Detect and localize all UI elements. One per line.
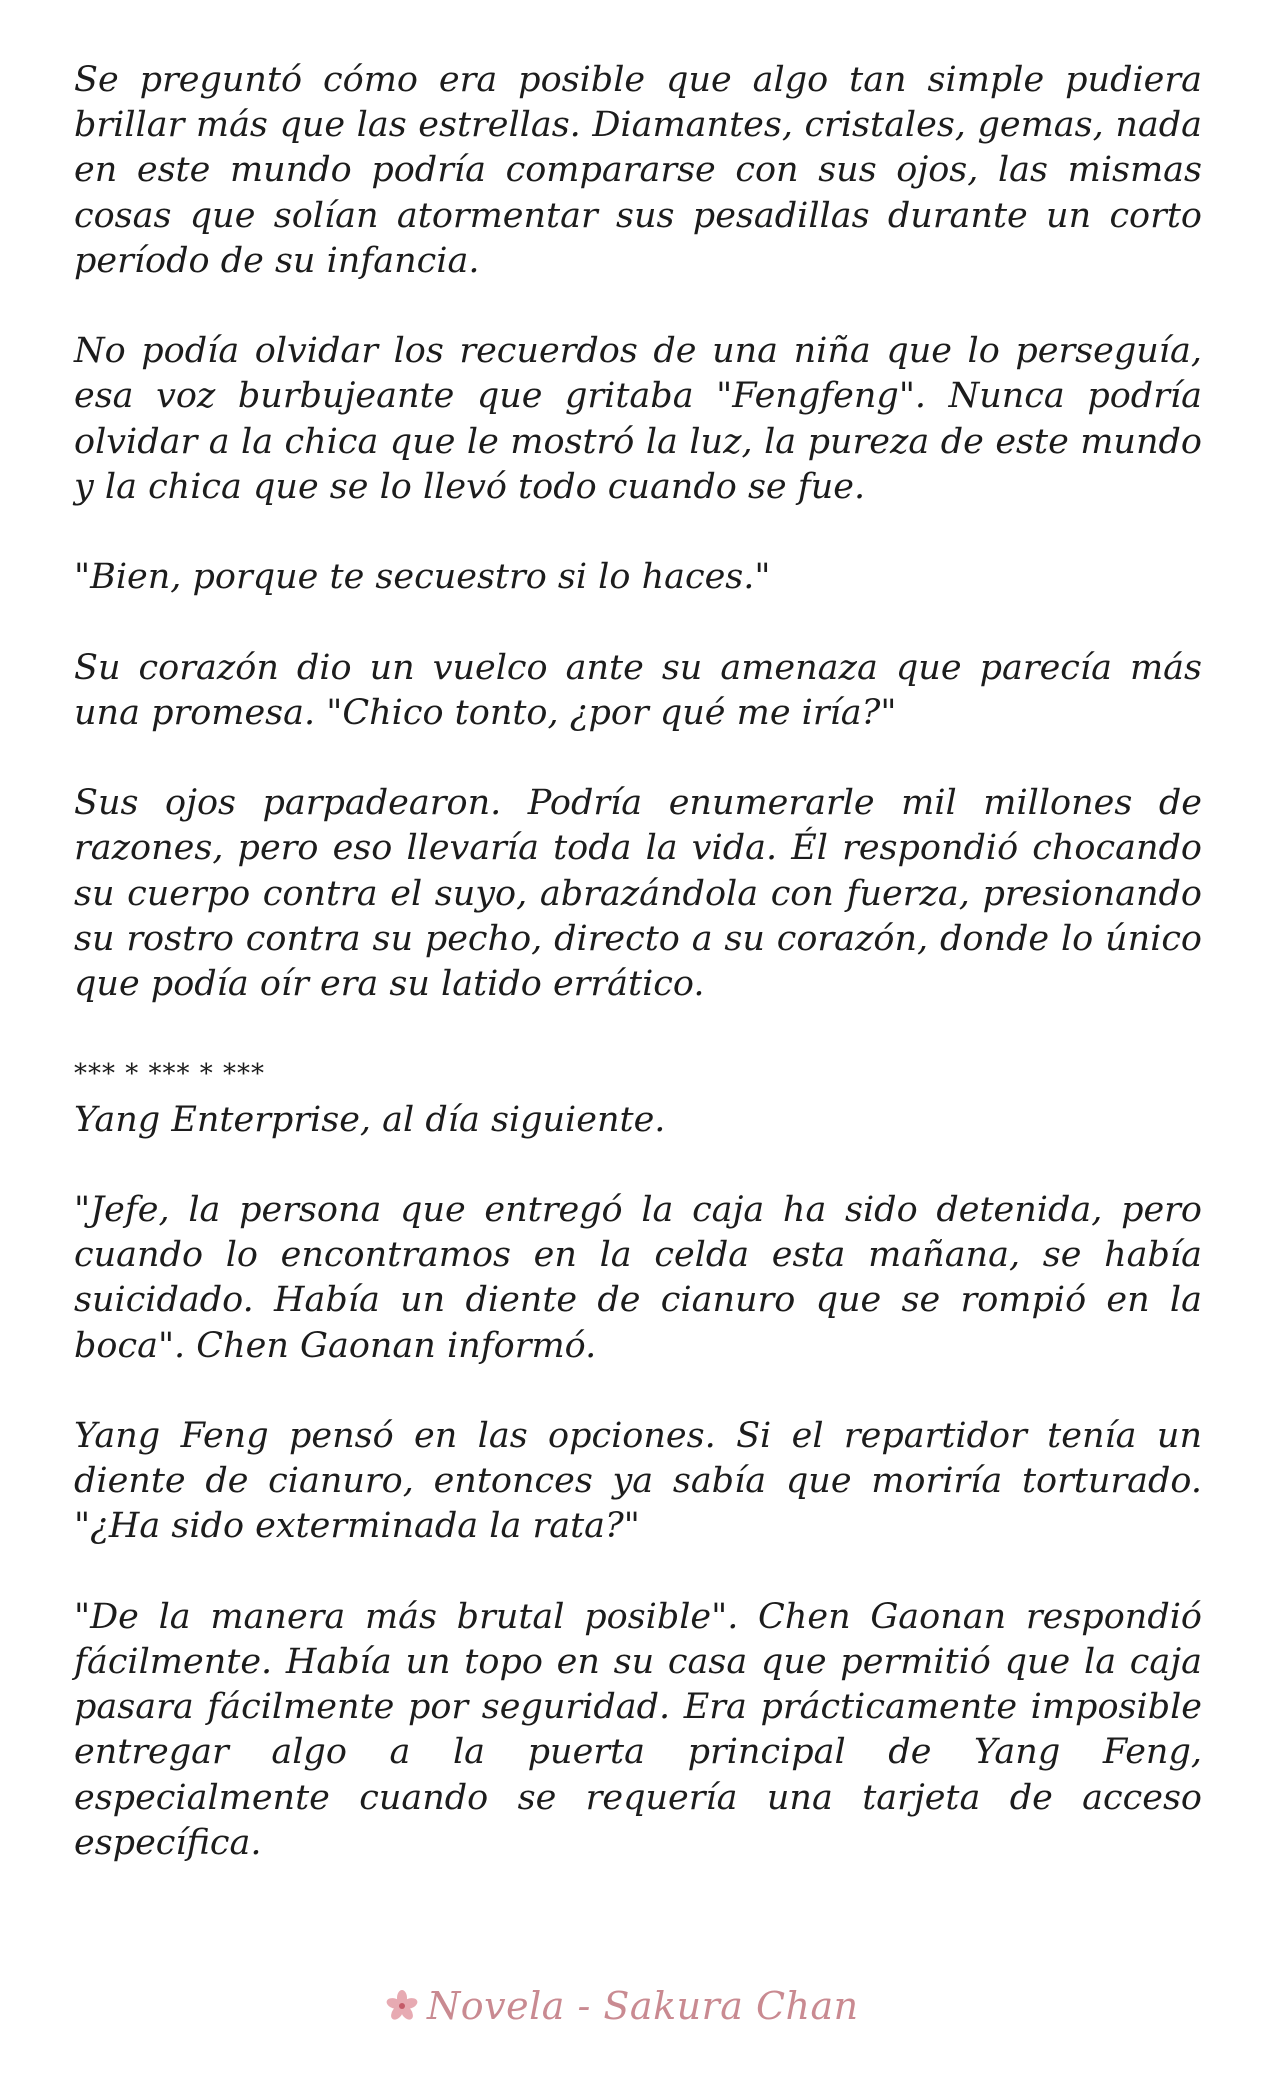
document-body: [74, 58, 1202, 1911]
paragraph-2: No podía olvidar los recuerdos de una niña que lo perseguía, esa voz burbujeante que gritaba "Fengfeng". Nunca podría olvidar a la chica que le mostró la luz, la pureza de este mundo y la chica que se lo llevó todo cuando se fue.: [74, 331, 1202, 507]
paragraph-4: Su corazón dio un vuelco ante su amenaza que parecía más una promesa. "Chico tonto, ¿por qué me iría?": [74, 647, 1202, 733]
scene-separator: *** * *** * ***: [74, 1059, 266, 1090]
paragraph-5: Sus ojos parpadearon. Podría enumerarle mil millones de razones, pero eso llevaría toda la vida. Él respondió chocando su cuerpo contra el suyo, abrazándola con fuerza, presionando su rostro contra su pecho, directo a su corazón, donde lo único que podía oír era su latido errático.: [74, 783, 1202, 1004]
paragraph-7: Yang Feng pensó en las opciones. Si el repartidor tenía un diente de cianuro, entonces ya sabía que moriría torturado. "¿Ha sido exterminada la rata?": [74, 1415, 1202, 1547]
watermark-text: Novela - Sakura Chan: [427, 1984, 859, 2028]
watermark: [385, 1982, 905, 2030]
sakura-flower-icon: [385, 1989, 419, 2023]
paragraph-6: "Jefe, la persona que entregó la caja ha sido detenida, pero cuando lo encontramos en la celda esta mañana, se había suicidado. Había un diente de cianuro que se rompió en la boca". Chen Gaonan informó.: [74, 1189, 1202, 1366]
paragraph-1: Se preguntó cómo era posible que algo tan simple pudiera brillar más que las estrellas. Diamantes, cristales, gemas, nada en este mundo podría compararse con sus ojos, las mismas cosas que solían atormentar sus pesadillas durante un corto período de su infancia.: [74, 60, 1202, 281]
paragraph-3: "Bien, porque te secuestro si lo haces.": [74, 557, 771, 598]
scene-heading: Yang Enterprise, al día siguiente.: [74, 1099, 666, 1140]
paragraph-8: "De la manera más brutal posible". Chen Gaonan respondió fácilmente. Había un topo en su casa que permitió que la caja pasara fácilmente por seguridad. Era prácticamente imposible entregar algo a la puerta principal de Yang Feng, especialmente cuando se requería una tarjeta de acceso específica.: [74, 1596, 1202, 1863]
